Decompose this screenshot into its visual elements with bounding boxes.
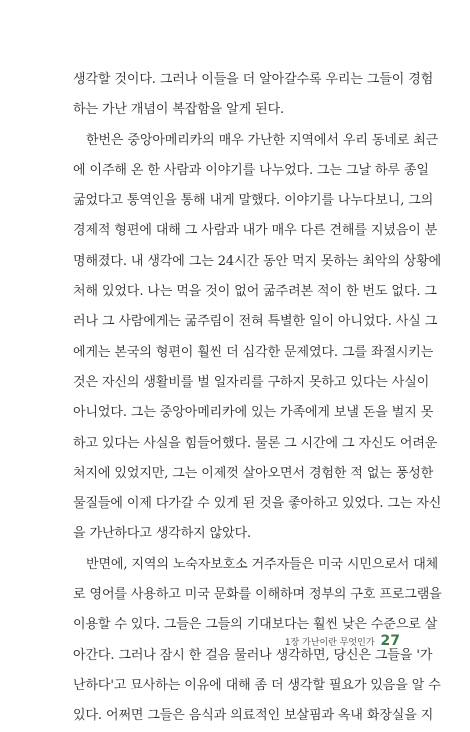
body-line: 을 가난하다고 생각하지 않았다.	[73, 526, 252, 542]
body-line: 물질들에 이제 다가갈 수 있게 된 것을 좋아하고 있었다. 그는 자신	[73, 496, 442, 512]
body-line: 로 영어를 사용하고 미국 문화를 이해하며 정부의 구호 프로그램을	[73, 587, 442, 603]
body-line: 경제적 형편에 대해 그 사람과 내가 매우 다른 견해를 지녔음이 분	[73, 223, 438, 239]
body-line: 반면에, 지역의 노숙자보호소 거주자들은 미국 시민으로서 대체	[86, 556, 439, 572]
body-line: 아니었다. 그는 중앙아메리카에 있는 가족에게 보낼 돈을 벌지 못	[73, 405, 434, 421]
body-line: 난하다'고 묘사하는 이유에 대해 좀 더 생각할 필요가 있음을 알 수	[73, 677, 441, 693]
body-line: 하는 가난 개념이 복잡함을 알게 된다.	[73, 102, 285, 118]
body-line: 하고 있다는 사실을 힘들어했다. 물론 그 시간에 그 자신도 어려운	[73, 435, 438, 451]
body-text	[73, 65, 442, 732]
body-line: 러나 그 사람에게는 굶주림이 전혀 특별한 일이 아니었다. 사실 그	[73, 314, 438, 330]
body-line: 생각할 것이다. 그러나 이들을 더 알아갈수록 우리는 그들이 경험	[73, 72, 434, 87]
body-line: 아간다. 그러나 잠시 한 걸음 물러나 생각하면, 당신은 그들을 '가	[73, 647, 433, 663]
body-line: 처지에 있었지만, 그는 이제껏 살아오면서 경험한 적 없는 풍성한	[73, 465, 434, 481]
body-line: 명해졌다. 내 생각에 그는 24시간 동안 먹지 못하는 최악의 상황에	[73, 253, 442, 269]
page-number: 27	[380, 633, 400, 649]
body-line: 에게는 본국의 형편이 훨씬 더 심각한 문제였다. 그를 좌절시키는	[73, 344, 434, 360]
page-footer	[285, 633, 400, 653]
body-line: 처해 있었다. 나는 먹을 것이 없어 굶주려본 적이 한 번도 없다. 그	[73, 284, 437, 300]
running-chapter-title: 1장 가난이란 무엇인가	[284, 638, 375, 648]
body-line: 이용할 수 있다. 그들은 그들의 기대보다는 훨씬 낮은 수준으로 살	[73, 617, 438, 633]
body-line: 있다. 어쩌면 그들은 음식과 의료적인 보살핌과 옥내 화장실을 지	[73, 708, 434, 724]
body-line: 한번은 중앙아메리카의 매우 가난한 지역에서 우리 동네로 최근	[86, 132, 439, 148]
body-line: 에 이주해 온 한 사람과 이야기를 나누었다. 그는 그날 하루 종일	[73, 162, 429, 178]
body-line: 굶었다고 통역인을 통해 내게 말했다. 이야기를 나누다보니, 그의	[73, 193, 434, 209]
body-line: 것은 자신의 생활비를 벌 일자리를 구하지 못하고 있다는 사실이	[73, 374, 430, 390]
